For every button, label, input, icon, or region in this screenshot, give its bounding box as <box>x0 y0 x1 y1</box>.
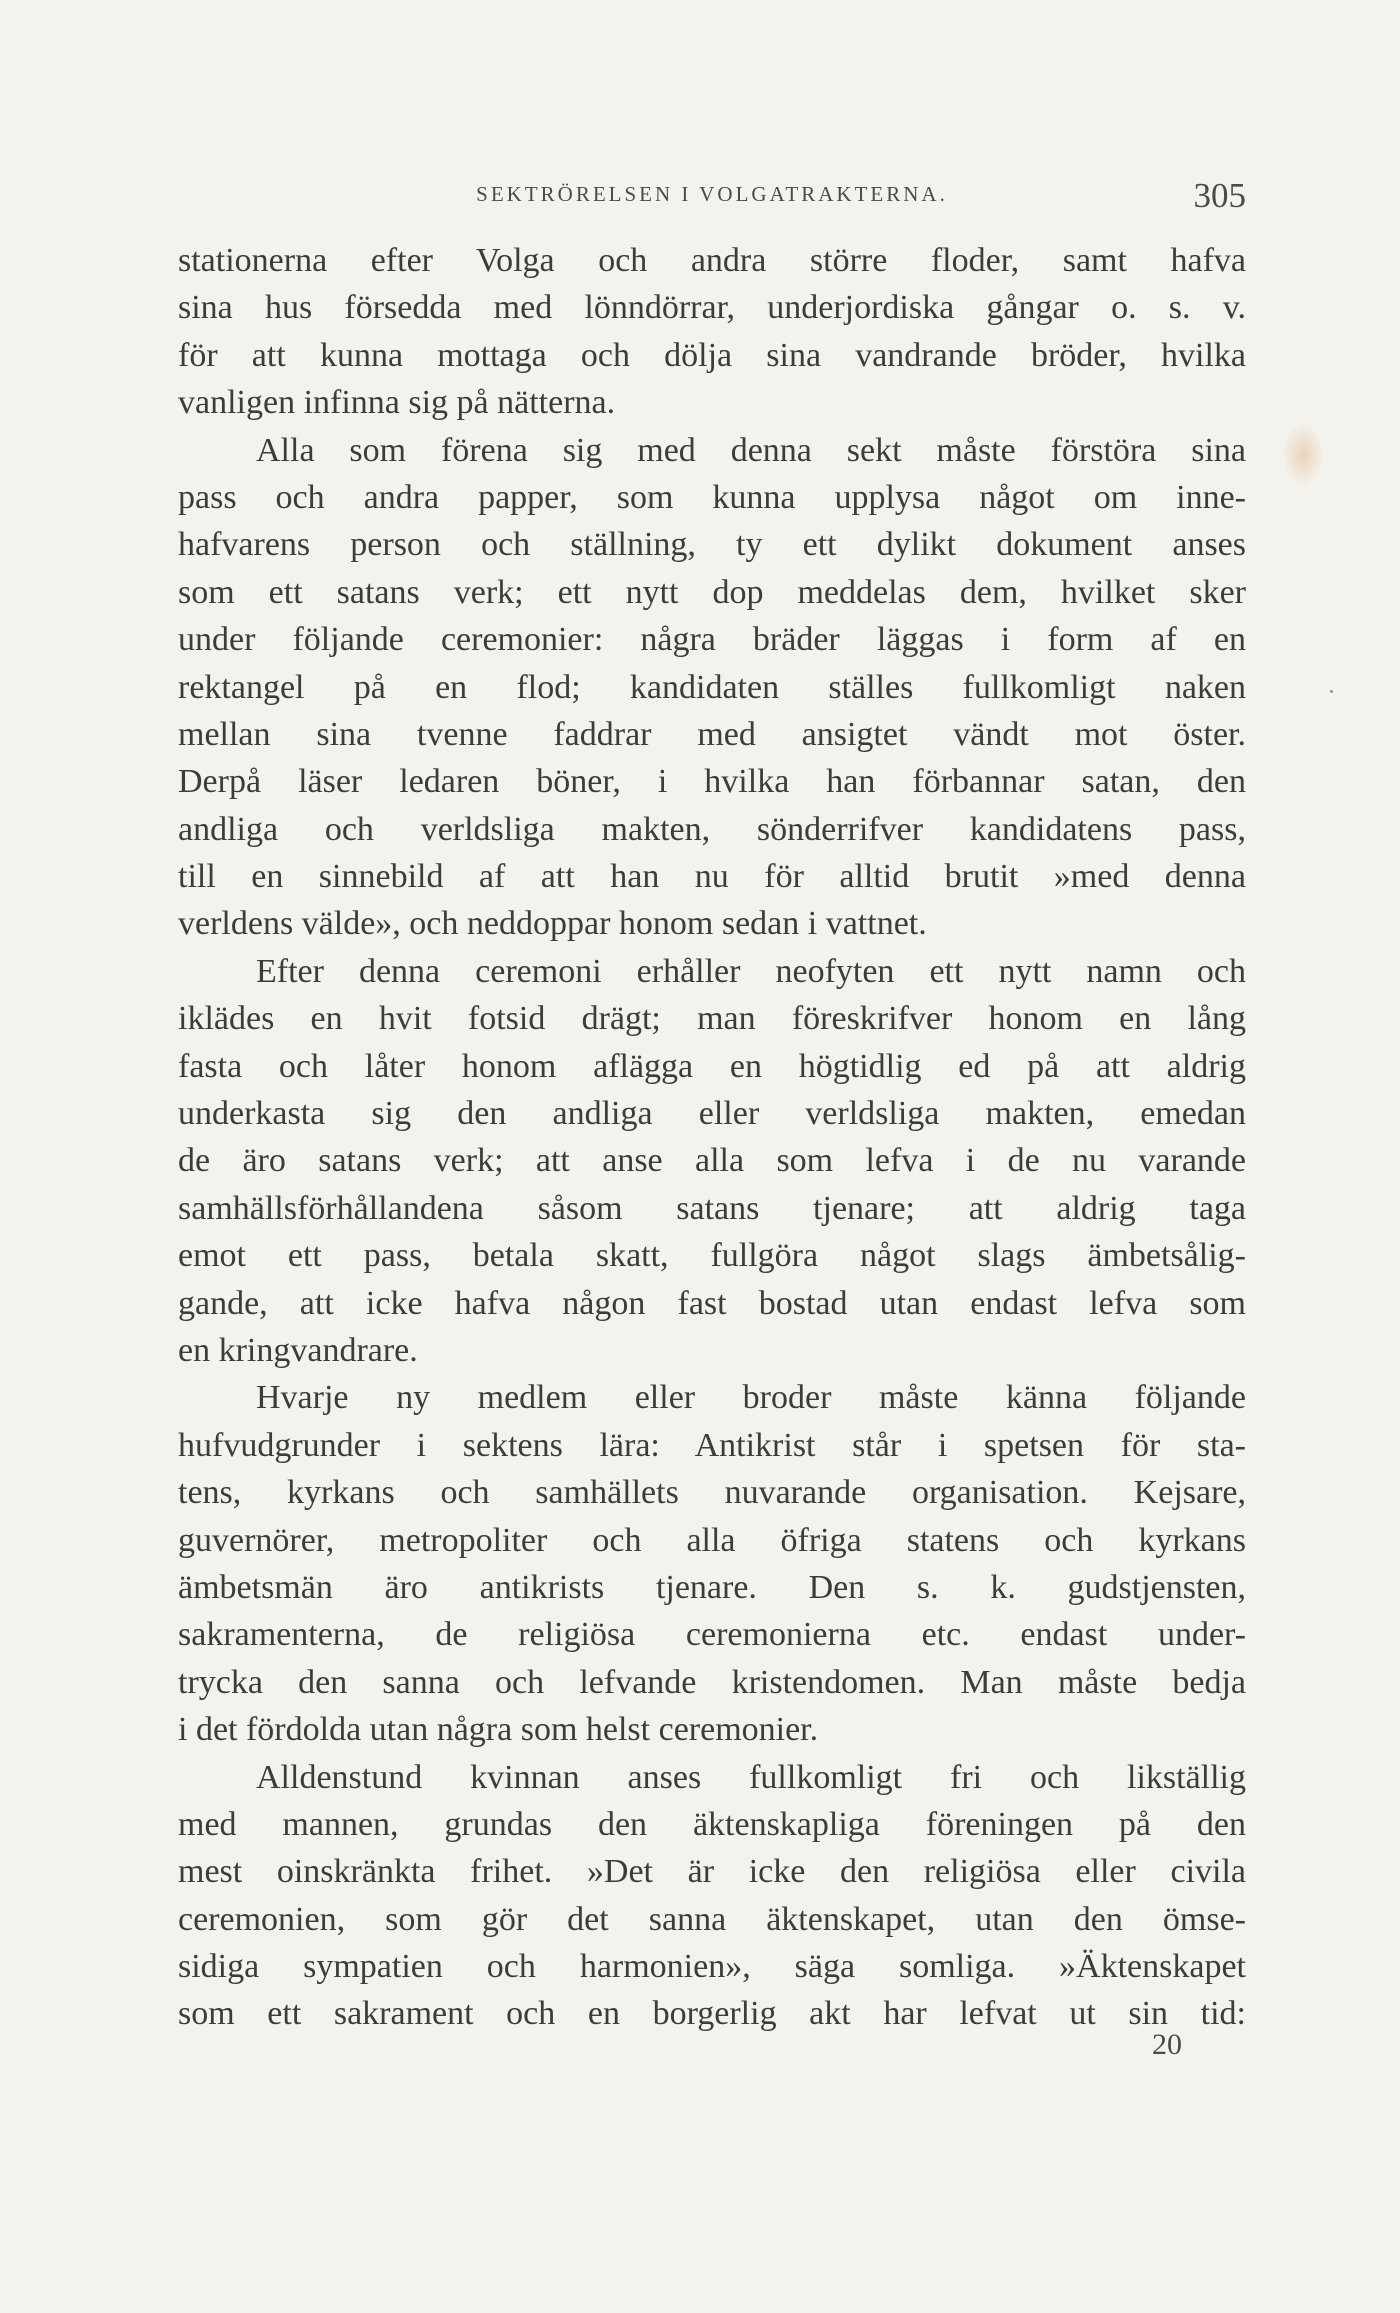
text-line: till en sinnebild af att han nu för alltid brutit »med denna <box>178 858 1246 896</box>
running-head <box>178 176 1246 216</box>
text-line: samhällsförhållandena såsom satans tjenare; att aldrig taga <box>178 1189 1246 1227</box>
text-line: gande, att icke hafva någon fast bostad utan endast lefva som <box>178 1284 1246 1322</box>
text-line: trycka den sanna och lefvande kristendomen. Man måste bedja <box>178 1663 1246 1701</box>
text-line: tens, kyrkans och samhällets nuvarande organisation. Kejsare, <box>178 1474 1246 1512</box>
text-line: för att kunna mottaga och dölja sina vandrande bröder, hvilka <box>178 336 1246 374</box>
text-line: pass och andra papper, som kunna upplysa något om inne- <box>178 478 1246 516</box>
text-line: de äro satans verk; att anse alla som lefva i de nu varande <box>178 1142 1246 1180</box>
text-line: emot ett pass, betala skatt, fullgöra något slags ämbetsålig- <box>178 1237 1246 1275</box>
running-title: SEKTRÖRELSEN I VOLGATRAKTERNA. <box>476 182 948 206</box>
text-line: mest oinskränkta frihet. »Det är icke den religiösa eller civila <box>178 1853 1246 1891</box>
text-line: Alla som förena sig med denna sekt måste förstöra sina <box>256 431 1246 469</box>
text-line: verldens välde», och neddoppar honom sedan i vattnet. <box>178 905 927 943</box>
text-line: som ett sakrament och en borgerlig akt har lefvat ut sin tid: <box>178 1995 1246 2033</box>
text-line: sidiga sympatien och harmonien», säga somliga. »Äktenskapet <box>178 1948 1246 1986</box>
text-line: mellan sina tvenne faddrar med ansigtet vändt mot öster. <box>178 715 1246 753</box>
text-line: ceremonien, som gör det sanna äktenskapet, utan den ömse- <box>178 1900 1246 1938</box>
text-line: rektangel på en flod; kandidaten ställes fullkomligt naken <box>178 668 1246 706</box>
text-line: fasta och låter honom aflägga en högtidlig ed på att aldrig <box>178 1047 1246 1085</box>
paper-stain <box>1284 426 1322 484</box>
text-line: vanligen infinna sig på nätterna. <box>178 384 616 422</box>
text-line: hufvudgrunder i sektens lära: Antikrist står i spetsen för sta- <box>178 1426 1246 1464</box>
body-text <box>178 237 1246 2038</box>
text-line: Hvarje ny medlem eller broder måste känna följande <box>256 1379 1246 1417</box>
text-line: Efter denna ceremoni erhåller neofyten ett nytt namn och <box>256 952 1246 990</box>
text-line: hafvarens person och ställning, ty ett dylikt dokument anses <box>178 526 1246 564</box>
text-line: med mannen, grundas den äktenskapliga föreningen på den <box>178 1805 1246 1843</box>
text-line: sina hus försedda med lönndörrar, underjordiska gångar o. s. v. <box>178 289 1246 327</box>
paper-speck <box>1330 690 1333 693</box>
text-line: underkasta sig den andliga eller verldsliga makten, emedan <box>178 1095 1246 1133</box>
text-line: ämbetsmän äro antikrists tjenare. Den s. k. gudstjensten, <box>178 1568 1246 1606</box>
text-line: Alldenstund kvinnan anses fullkomligt fri och likställig <box>256 1758 1246 1796</box>
text-line: stationerna efter Volga och andra större floder, samt hafva <box>178 242 1246 279</box>
text-line: iklädes en hvit fotsid drägt; man föreskrifver honom en lång <box>178 1000 1246 1038</box>
text-line: andliga och verldsliga makten, sönderrifver kandidatens pass, <box>178 810 1246 848</box>
text-line: guvernörer, metropoliter och alla öfriga statens och kyrkans <box>178 1521 1246 1559</box>
text-line: Derpå läser ledaren böner, i hvilka han förbannar satan, den <box>178 763 1246 801</box>
text-line: en kringvandrare. <box>178 1331 418 1369</box>
text-line: sakramenterna, de religiösa ceremonierna etc. endast under- <box>178 1616 1246 1654</box>
page-number: 305 <box>1193 176 1246 215</box>
text-line: under följande ceremonier: några bräder läggas i form af en <box>178 621 1246 659</box>
signature-mark: 20 <box>1152 2028 1182 2061</box>
text-line: som ett satans verk; ett nytt dop meddelas dem, hvilket sker <box>178 573 1246 611</box>
text-line: i det fördolda utan några som helst ceremonier. <box>178 1711 819 1749</box>
